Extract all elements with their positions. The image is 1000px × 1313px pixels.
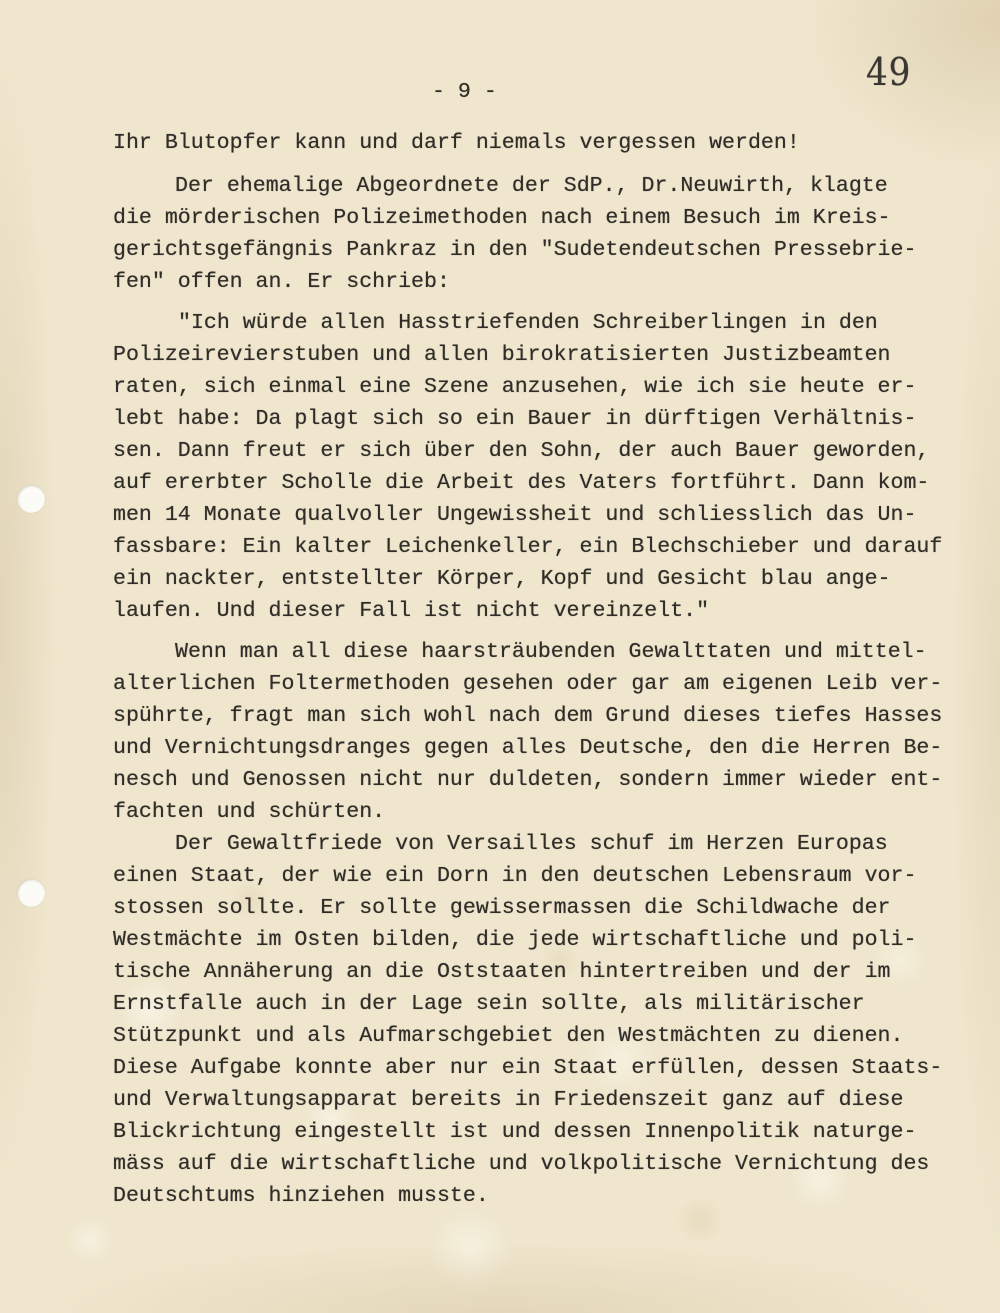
text-line: Diese Aufgabe konnte aber nur ein Staat erfüllen, dessen Staats- xyxy=(113,1056,943,1080)
text-line: Wenn man all diese haarsträubenden Gewalttaten und mittel- xyxy=(175,640,927,664)
text-line: "Ich würde allen Hasstriefenden Schreiberlingen in den xyxy=(178,311,878,335)
paragraph xyxy=(113,636,973,828)
text-line: laufen. Und dieser Fall ist nicht vereinzelt." xyxy=(113,599,710,623)
text-line: Stützpunkt und als Aufmarschgebiet den Westmächten zu dienen. xyxy=(113,1024,904,1048)
text-line: einen Staat, der wie ein Dorn in den deutschen Lebensraum vor- xyxy=(113,864,917,888)
text-line: men 14 Monate qualvoller Ungewissheit und schliesslich das Un- xyxy=(113,503,917,527)
text-line: auf ererbter Scholle die Arbeit des Vaters fortführt. Dann kom- xyxy=(113,471,930,495)
text-line: Ernstfalle auch in der Lage sein sollte, als militärischer xyxy=(113,992,865,1016)
text-line: ein nackter, entstellter Körper, Kopf und Gesicht blau ange- xyxy=(113,567,891,591)
text-line: Ihr Blutopfer kann und darf niemals vergessen werden! xyxy=(113,131,800,155)
text-line: Polizeirevierstuben und allen birokratisierten Justizbeamten xyxy=(113,343,891,367)
text-line: lebt habe: Da plagt sich so ein Bauer in dürftigen Verhältnis- xyxy=(113,407,917,431)
page-number: - 9 - xyxy=(432,80,497,104)
text-line: sen. Dann freut er sich über den Sohn, der auch Bauer geworden, xyxy=(113,439,930,463)
document-body xyxy=(113,127,973,1212)
punch-hole xyxy=(17,879,45,907)
text-line: fassbare: Ein kalter Leichenkeller, ein Blechschieber und darauf xyxy=(113,535,943,559)
text-line: Blickrichtung eingestellt ist und dessen Innenpolitik naturge- xyxy=(113,1120,917,1144)
paragraph xyxy=(113,170,973,298)
text-line: nesch und Genossen nicht nur duldeten, sondern immer wieder ent- xyxy=(113,768,943,792)
text-line: Deutschtums hinziehen musste. xyxy=(113,1184,489,1208)
text-line: fachten und schürten. xyxy=(113,800,386,824)
archive-folio-number: 49 xyxy=(866,50,912,94)
text-line: alterlichen Foltermethoden gesehen oder gar am eigenen Leib ver- xyxy=(113,672,943,696)
text-line: und Verwaltungsapparat bereits in Friedenszeit ganz auf diese xyxy=(113,1088,904,1112)
text-line: stossen sollte. Er sollte gewissermassen die Schildwache der xyxy=(113,896,891,920)
text-line: Der Gewaltfriede von Versailles schuf im Herzen Europas xyxy=(175,832,888,856)
text-line: mäss auf die wirtschaftliche und volkpolitische Vernichtung des xyxy=(113,1152,930,1176)
text-line: tische Annäherung an die Oststaaten hintertreiben und der im xyxy=(113,960,891,984)
quotation-paragraph xyxy=(113,307,973,627)
punch-hole xyxy=(17,485,45,513)
paragraph xyxy=(113,828,973,1212)
text-line: spührte, fragt man sich wohl nach dem Grund dieses tiefes Hasses xyxy=(113,704,943,728)
paragraph xyxy=(113,127,973,159)
text-line: und Vernichtungsdranges gegen alles Deutsche, den die Herren Be- xyxy=(113,736,943,760)
text-line: gerichtsgefängnis Pankraz in den "Sudetendeutschen Pressebrie- xyxy=(113,238,917,262)
text-line: die mörderischen Polizeimethoden nach einem Besuch im Kreis- xyxy=(113,206,891,230)
text-line: Westmächte im Osten bilden, die jede wirtschaftliche und poli- xyxy=(113,928,917,952)
text-line: Der ehemalige Abgeordnete der SdP., Dr.Neuwirth, klagte xyxy=(175,174,888,198)
text-line: raten, sich einmal eine Szene anzusehen, wie ich sie heute er- xyxy=(113,375,917,399)
text-line: fen" offen an. Er schrieb: xyxy=(113,270,450,294)
